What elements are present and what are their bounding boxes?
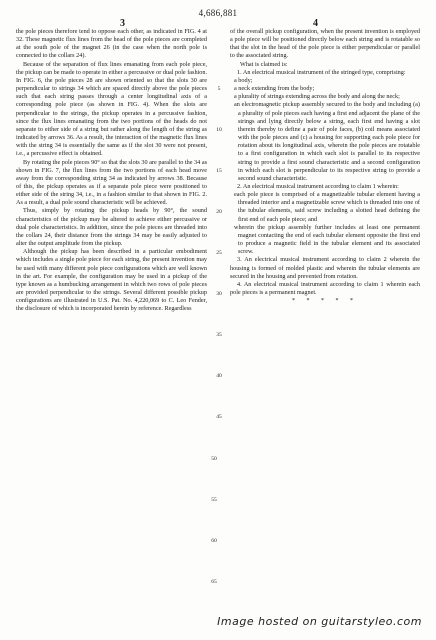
- left-column: [16, 28, 207, 313]
- claim-element: an electromagnetic pickup assembly secured to the body and including (a) a plurality of pole pieces each having a first end adjacent the plane of the strings and lying directly below a string, each first end having a slot therein thereby to define a pair of pole faces, (b) coil means associated with the pole pieces and (c) a housing for supporting each pole piece for rotation about its longitudinal axis, wherein the pole pieces are rotatable to a first configuration in which each slot is parallel to its respective string to provide a first sound characteristic and a second configuration in which each slot is perpendicular to its respective string to provide a second sound characteristic.: [234, 101, 420, 182]
- line-number: 10: [216, 127, 222, 133]
- paragraph: Although the pickup has been described in a particular embodiment which includes a single pole piece for each string, the present invention may be used with many different pole piece configurations which are well known in the art. For example, the configuration may be used in a pickup of the type known as a humbucking arrangement in which two rows of pole pieces are provided perpendicular to the strings. Several different possible pickup configurations are illustrated in U.S. Pat. No. 4,220,069 to C. Leo Fender, the disclosure of which is incorporated herein by reference. Regardless: [16, 248, 207, 313]
- line-number: 30: [216, 291, 222, 297]
- line-number: 25: [216, 250, 222, 256]
- paragraph: of the overall pickup configuration, when the present invention is employed a pole piece will be positioned directly below each string and is rotatable so that the slot in the head of the pole piece is either perpendicular or parallel to the associated string.: [230, 28, 420, 60]
- line-number: 55: [211, 497, 217, 503]
- claims-heading: What is claimed is:: [240, 60, 288, 68]
- line-number: 40: [216, 373, 222, 379]
- claim-2: 2. An electrical musical instrument according to claim 1 wherein:: [237, 182, 399, 190]
- claim-element: a plurality of strings extending across the body and along the neck;: [234, 93, 400, 101]
- line-number: 50: [211, 456, 217, 462]
- column-number-right: 4: [313, 18, 318, 29]
- end-stars: * * * * *: [292, 298, 358, 305]
- paragraph: By rotating the pole pieces 90° so that the slots 30 are parallel to the 34 as shown in FIG. 7, the flux lines from the two portions of each head move away from the corresponding string 34 as indicated by arrows 38. Because of this, the pickup operates as if a separate pole piece were positioned to either side of the string 34, i.e., in a fashion similar to that shown in FIG. 2. As a result, a dual pole sound characteristic will be achieved.: [16, 158, 207, 207]
- claim-1: 1. An electrical musical instrument of the stringed type, comprising:: [237, 68, 406, 76]
- claim-4: 4. An electrical musical instrument according to claim 1 wherein each pole pieces is a permanent magnet.: [230, 280, 420, 296]
- line-number: 20: [216, 209, 222, 215]
- line-number: 5: [217, 86, 221, 92]
- line-number: 60: [211, 538, 217, 544]
- line-number: 65: [211, 579, 217, 585]
- column-number-left: 3: [120, 18, 125, 29]
- claim-element: a neck extending from the body;: [234, 85, 315, 93]
- line-number: 35: [216, 332, 222, 338]
- paragraph: Thus, simply by rotating the pickup heads by 90°, the sound characteristics of the pickup may be altered to achieve either percussive or dual pole characteristics. In addition, since the pole pieces are threaded into the collars 24, their distance from the strings 34 may be easily adjusted to alter the output amplitude from the pickup.: [16, 207, 207, 248]
- line-number: 15: [216, 168, 222, 174]
- patent-number: 4,686,881: [198, 8, 238, 18]
- paragraph: Because of the separation of flux lines emanating from each pole piece, the pickup can be made to operate in either a percussive or dual pole fashion. In FIG. 6, the pole pieces 28 are shown oriented so that the slots 30 are perpendicular to strings 34 which are spaced directly above the pole pieces such that each string passes through a center longitudinal axis of a corresponding pole piece (as shown in FIG. 4). When the slots are perpendicular to the strings, the pickup operates in a percussive fashion, since the flux lines emanating from the two portions of the heads do not separate to either side of a string but rather along the length of the string as indicated by arrows 36. As a result, the interaction of the magnetic flux lines with the string 34 is essentially the same as if the slot 30 were not present, i.e., a percussive effect is obtained.: [16, 60, 207, 158]
- claim-element: each pole piece is comprised of a magnetizable tubular element having a threaded interior and a magnetizable screw which is threaded into one of the tubular elements, said screw including a slotted head defining the first end of each pole piece; and: [234, 191, 420, 223]
- watermark-text: Image hosted on guitarstyleo.com: [217, 615, 422, 628]
- right-column: [230, 28, 420, 305]
- claim-3: 3. An electrical musical instrument according to claim 2 wherein the housing is formed of molded plastic and wherein the tubular elements are secured in the housing and prevented from rotation.: [230, 256, 420, 280]
- claim-element: wherein the pickup assembly further includes at least one permanent magnet contacting the end of each tubular element opposite the first end to produce a magnetic field in the tubular element and its associated screw.: [234, 223, 420, 256]
- paragraph: the pole pieces therefore tend to oppose each other, as indicated in FIG. 4 at 32. These magnetic flux lines from the head of the pole pieces are completed at the south pole of the magnet 26 (in the case when the north pole is connected to the collars 24).: [16, 28, 207, 60]
- claim-element: a body;: [234, 76, 253, 84]
- line-number: 45: [216, 414, 222, 420]
